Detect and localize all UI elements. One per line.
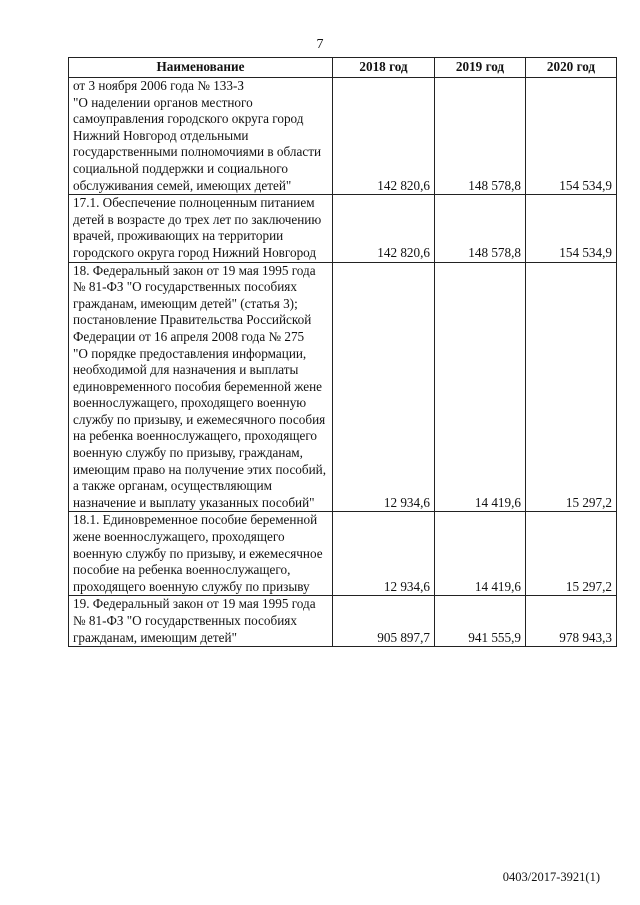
value-2018: 142 820,6	[333, 195, 435, 262]
value-2020: 154 534,9	[526, 78, 617, 195]
header-2019: 2019 год	[435, 58, 526, 78]
row-name: 17.1. Обеспечение полноценным питанием детей в возрасте до трех лет по заключению врачей, проживающих на территории городского округа город Нижний Новгород	[69, 195, 333, 262]
value-2019: 148 578,8	[435, 78, 526, 195]
budget-table	[68, 57, 617, 647]
value-2019: 941 555,9	[435, 596, 526, 647]
value-2020: 15 297,2	[526, 262, 617, 512]
value-2019: 14 419,6	[435, 262, 526, 512]
header-name: Наименование	[69, 58, 333, 78]
row-name: 19. Федеральный закон от 19 мая 1995 года № 81-ФЗ "О государственных пособиях гражданам, имеющим детей"	[69, 596, 333, 647]
value-2018: 142 820,6	[333, 78, 435, 195]
table-row	[69, 512, 617, 596]
table-row	[69, 78, 617, 195]
row-name: от 3 ноября 2006 года № 133-З "О наделении органов местного самоуправления городского округа город Нижний Новгород отдельными государственными полномочиями в области социальной поддержки и социального обслуживания семей, имеющих детей"	[69, 78, 333, 195]
value-2020: 978 943,3	[526, 596, 617, 647]
table-row	[69, 195, 617, 262]
table-row	[69, 596, 617, 647]
document-code: 0403/2017-3921(1)	[502, 870, 600, 884]
table-header-row	[69, 58, 617, 78]
value-2019: 148 578,8	[435, 195, 526, 262]
value-2018: 12 934,6	[333, 512, 435, 596]
row-name: 18. Федеральный закон от 19 мая 1995 года № 81-ФЗ "О государственных пособиях гражданам, имеющим детей" (статья 3); постановление Правительства Российской Федерации от 16 апреля 2008 года № 275 "О порядке предоставления информации, необходимой для назначения и выплаты единовременного пособия беременной жене военнослужащего, проходящего военную службу по призыву, и ежемесячного пособия на ребенка военнослужащего, проходящего военную службу по призыву, гражданам, имеющим право на получение этих пособий, а также органам, осуществляющим назначение и выплату указанных пособий"	[69, 262, 333, 512]
row-name: 18.1. Единовременное пособие беременной жене военнослужащего, проходящего военную службу по призыву, и ежемесячное пособие на ребенка военнослужащего, проходящего военную службу по призыву	[69, 512, 333, 596]
value-2020: 15 297,2	[526, 512, 617, 596]
value-2018: 905 897,7	[333, 596, 435, 647]
header-2020: 2020 год	[526, 58, 617, 78]
value-2019: 14 419,6	[435, 512, 526, 596]
header-2018: 2018 год	[333, 58, 435, 78]
value-2020: 154 534,9	[526, 195, 617, 262]
table-row	[69, 262, 617, 512]
value-2018: 12 934,6	[333, 262, 435, 512]
page-number: 7	[316, 37, 324, 52]
